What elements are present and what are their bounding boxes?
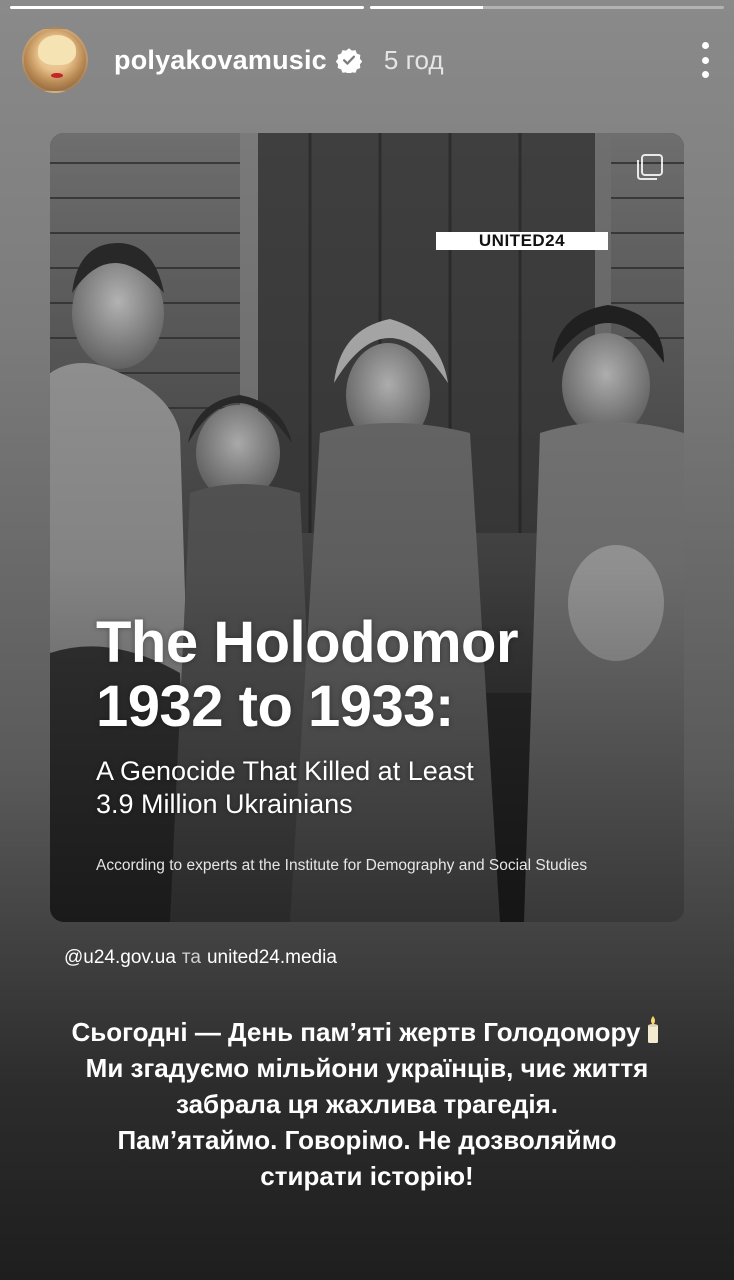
avatar[interactable] [22,27,88,93]
caption-line: Пам’ятаймо. Говорімо. Не дозволяймо [117,1125,617,1155]
story-progress [10,6,724,9]
post-title: The Holodomor 1932 to 1933: [96,610,519,739]
mention-separator: та [181,947,201,968]
post-time: 5 год [383,44,444,75]
post-subtitle: A Genocide That Killed at Least 3.9 Million Ukrainians [96,756,474,819]
username[interactable]: polyakovamusic [114,44,327,75]
story-caption [20,1014,714,1194]
multiple-posts-icon [636,153,664,181]
candle-icon [644,1015,662,1045]
shared-post[interactable] [50,133,684,922]
progress-segment [370,6,724,9]
mention-link[interactable]: united24.media [206,947,337,968]
more-vertical-icon[interactable] [698,40,712,80]
story-header [22,26,712,94]
caption-line: Сьогодні — День пам’яті жертв Голодомору [71,1017,641,1047]
caption-line: стирати історію! [260,1161,474,1191]
united24-logo: UNITED24 [436,232,608,250]
mention-handle[interactable]: @u24.gov.ua [64,947,176,968]
caption-line: Ми згадуємо мільйони українців, чиє життя [85,1053,649,1083]
post-source: According to experts at the Institute for Demography and Social Studies [96,857,588,874]
verified-badge-icon [336,47,362,73]
caption-line: забрала ця жахлива трагедія. [175,1089,558,1119]
mention-line[interactable] [64,947,337,969]
progress-segment [10,6,364,9]
